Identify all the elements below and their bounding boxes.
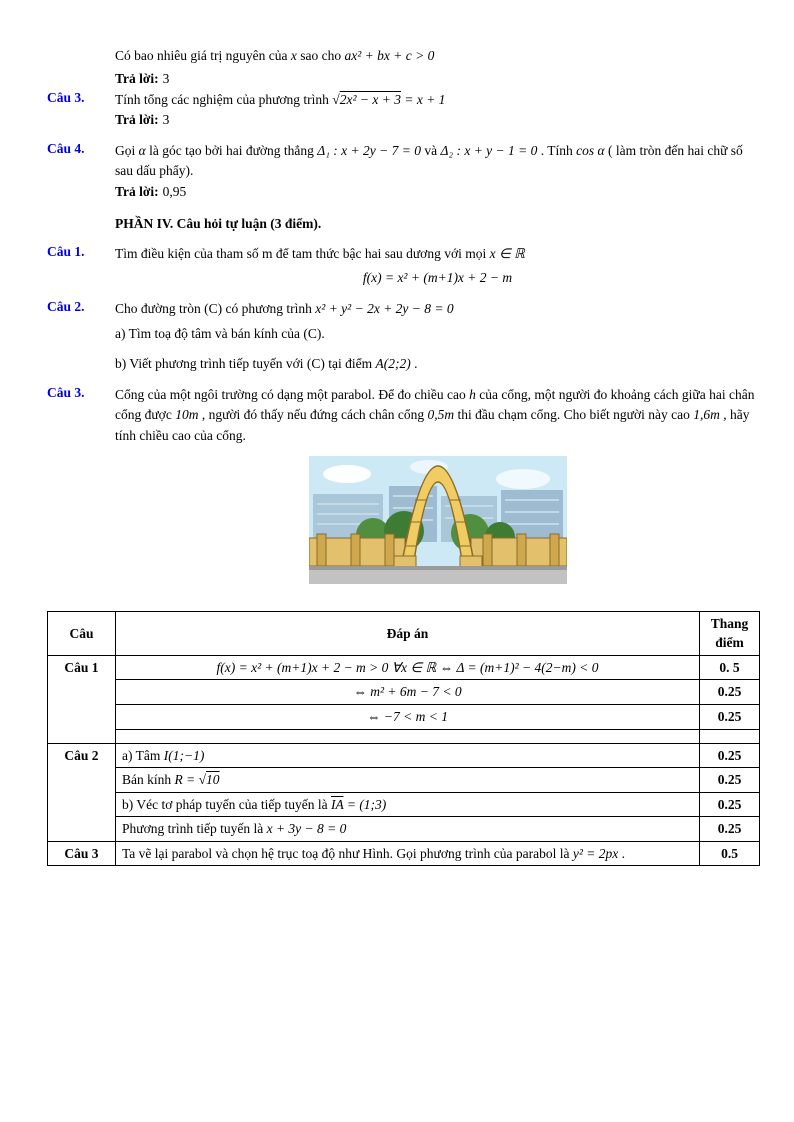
math-run: Δ₂ : x + y − 1 = 0 <box>440 143 538 158</box>
answer-label: Trả lời: <box>115 71 159 87</box>
score-cell: 0.25 <box>700 680 760 705</box>
answer-value: 0,95 <box>162 183 187 199</box>
answer-value: 3 <box>162 71 170 87</box>
answer-line <box>115 110 760 130</box>
math-run: = (1;3) <box>343 796 387 812</box>
vector-overline: $\overline{IA}$ <box>330 796 344 812</box>
text-run: Tìm điều kiện của tham số m để tam thức bậc hai sau dương với mọi <box>115 245 490 261</box>
table-header-row <box>48 611 760 655</box>
essay-question-3 <box>47 385 760 600</box>
answer-cell <box>116 729 700 743</box>
answer-table <box>47 611 760 867</box>
score-cell: 0.25 <box>700 743 760 768</box>
score-cell: 0.25 <box>700 817 760 842</box>
answer-line <box>115 69 760 89</box>
subquestion-a: a) Tìm toạ độ tâm và bán kính của (C). <box>115 325 325 341</box>
question-text <box>115 46 760 66</box>
header-cau: Câu <box>48 611 116 655</box>
question-label: Câu 3. <box>47 89 85 105</box>
math-run: α <box>138 143 146 158</box>
text-run: Gọi <box>115 143 139 158</box>
math-run: 0,5m <box>427 407 455 423</box>
text-run: của cổng, một người đo khoảng cách giữa hai chân cổng được <box>115 387 755 423</box>
question-text <box>115 385 760 446</box>
question-label: Câu 3. <box>47 385 85 400</box>
table-row <box>48 655 760 680</box>
math-run: x² + y² − 2x + 2y − 8 = 0 <box>315 301 454 317</box>
math-run: = x + 1 <box>400 91 446 107</box>
score-cell: 0.25 <box>700 792 760 817</box>
question-label: Câu 1. <box>47 243 85 259</box>
text-run: Phương trình tiếp tuyến là <box>122 821 267 837</box>
math-run: cos α <box>576 143 605 158</box>
table-row-empty <box>48 729 760 743</box>
text-run: , hãy tính chiều cao của cổng. <box>115 407 750 443</box>
answer-cell <box>116 743 700 768</box>
cau-2-cell: Câu 2 <box>48 743 116 841</box>
text-run: , người đó thấy nếu đứng cách chân cổng <box>198 407 428 423</box>
table-row <box>48 680 760 705</box>
text-run: Ta vẽ lại parabol và chọn hệ trục toạ độ như Hình. Gọi phương trình của parabol là <box>122 845 573 861</box>
text-run: b) Viết phương trình tiếp tuyến với (C) tại điểm <box>115 355 376 371</box>
answer-line <box>115 182 760 202</box>
text-run: a) Tâm <box>122 747 164 763</box>
text-run: sao cho <box>296 48 345 63</box>
answer-cell <box>116 841 700 866</box>
parabolic-gate-illustration <box>309 456 567 584</box>
text-run: b) Véc tơ pháp tuyến của tiếp tuyến là <box>122 796 331 812</box>
question-label: Câu 4. <box>47 141 85 156</box>
math-run: A(2;2) <box>375 355 411 371</box>
math-run: x <box>290 48 297 63</box>
essay-question-2 <box>47 299 760 374</box>
cau-1-cell: Câu 1 <box>48 655 116 743</box>
answer-value: 3 <box>162 111 170 127</box>
text-run: thi đầu chạm cổng. Cho biết người này cao <box>454 407 694 423</box>
answer-cell <box>116 817 700 842</box>
math-run: x + 3y − 8 = 0 <box>266 821 347 837</box>
math-run: x ∈ ℝ <box>489 245 525 261</box>
score-cell: 0.25 <box>700 768 760 793</box>
sqrt-sign: √ <box>198 772 207 788</box>
text-run: là góc tạo bởi hai đường thẳng <box>145 143 318 158</box>
header-thang-diem: Thang điểm <box>700 611 760 655</box>
score-cell: 0.5 <box>700 841 760 866</box>
text-run: Bán kính <box>122 772 175 788</box>
text-run: . <box>410 355 418 371</box>
text-run: và <box>420 143 441 158</box>
displayed-equation: f(x) = x² + (m+1)x + 2 − m <box>362 270 513 285</box>
answer-label: Trả lời: <box>115 111 159 127</box>
question-2-continued <box>115 46 760 90</box>
sqrt-radicand: 10 <box>206 772 220 788</box>
math-run: y² = 2px <box>572 845 619 861</box>
score-cell: 0. 5 <box>700 655 760 680</box>
question-text <box>115 299 760 319</box>
question-4 <box>47 141 760 202</box>
table-row <box>48 743 760 768</box>
text-run: ( làm tròn đến hai chữ số sau dấu phẩy). <box>115 143 743 179</box>
essay-question-1 <box>47 244 760 289</box>
text-run: Cổng của một ngôi trường có dạng một parabol. Để đo chiều cao <box>115 387 470 402</box>
math-run: R = <box>174 772 199 788</box>
question-3 <box>47 90 760 131</box>
section-heading: PHẦN IV. Câu hỏi tự luận (3 điểm). <box>115 215 322 231</box>
text-run: Có bao nhiêu giá trị nguyên của <box>115 48 291 63</box>
gate-illustration-svg <box>309 456 567 584</box>
answer-cell: ⇔ −7 < m < 1 <box>116 705 700 730</box>
score-cell: 0.25 <box>700 705 760 730</box>
question-text <box>115 141 760 182</box>
question-label: Câu 2. <box>47 299 85 315</box>
question-text <box>115 90 760 110</box>
table-row <box>48 841 760 866</box>
text-run: Cho đường tròn (C) có phương trình <box>115 301 316 317</box>
score-cell <box>700 729 760 743</box>
subquestion-b <box>115 354 760 374</box>
cau-3-cell: Câu 3 <box>48 841 116 866</box>
question-text <box>115 244 760 264</box>
header-dap-an: Đáp án <box>116 611 700 655</box>
answer-label: Trả lời: <box>115 183 159 199</box>
math-run: 10m <box>175 407 199 423</box>
table-row <box>48 792 760 817</box>
table-row <box>48 705 760 730</box>
sqrt-radicand: 2x² − x + 3 <box>339 91 401 107</box>
text-run: . <box>618 845 625 861</box>
text-run: Tính tổng các nghiệm của phương trình <box>115 91 333 107</box>
text-run: . Tính <box>537 143 577 158</box>
math-run: Δ₁ : x + 2y − 7 = 0 <box>317 143 421 158</box>
answer-cell <box>116 792 700 817</box>
answer-cell: f(x) = x² + (m+1)x + 2 − m > 0 ∀x ∈ ℝ ⇔ Δ = (m+1)² − 4(2−m) < 0 <box>116 655 700 680</box>
answer-cell <box>116 768 700 793</box>
answer-cell: ⇔ m² + 6m − 7 < 0 <box>116 680 700 705</box>
math-run: h <box>469 387 476 402</box>
sqrt-sign: √ <box>332 91 340 107</box>
table-row <box>48 768 760 793</box>
math-run: ax² + bx + c > 0 <box>344 48 435 63</box>
math-run: I(1;−1) <box>163 747 205 763</box>
table-row <box>48 817 760 842</box>
math-run: 1,6m <box>693 407 720 423</box>
